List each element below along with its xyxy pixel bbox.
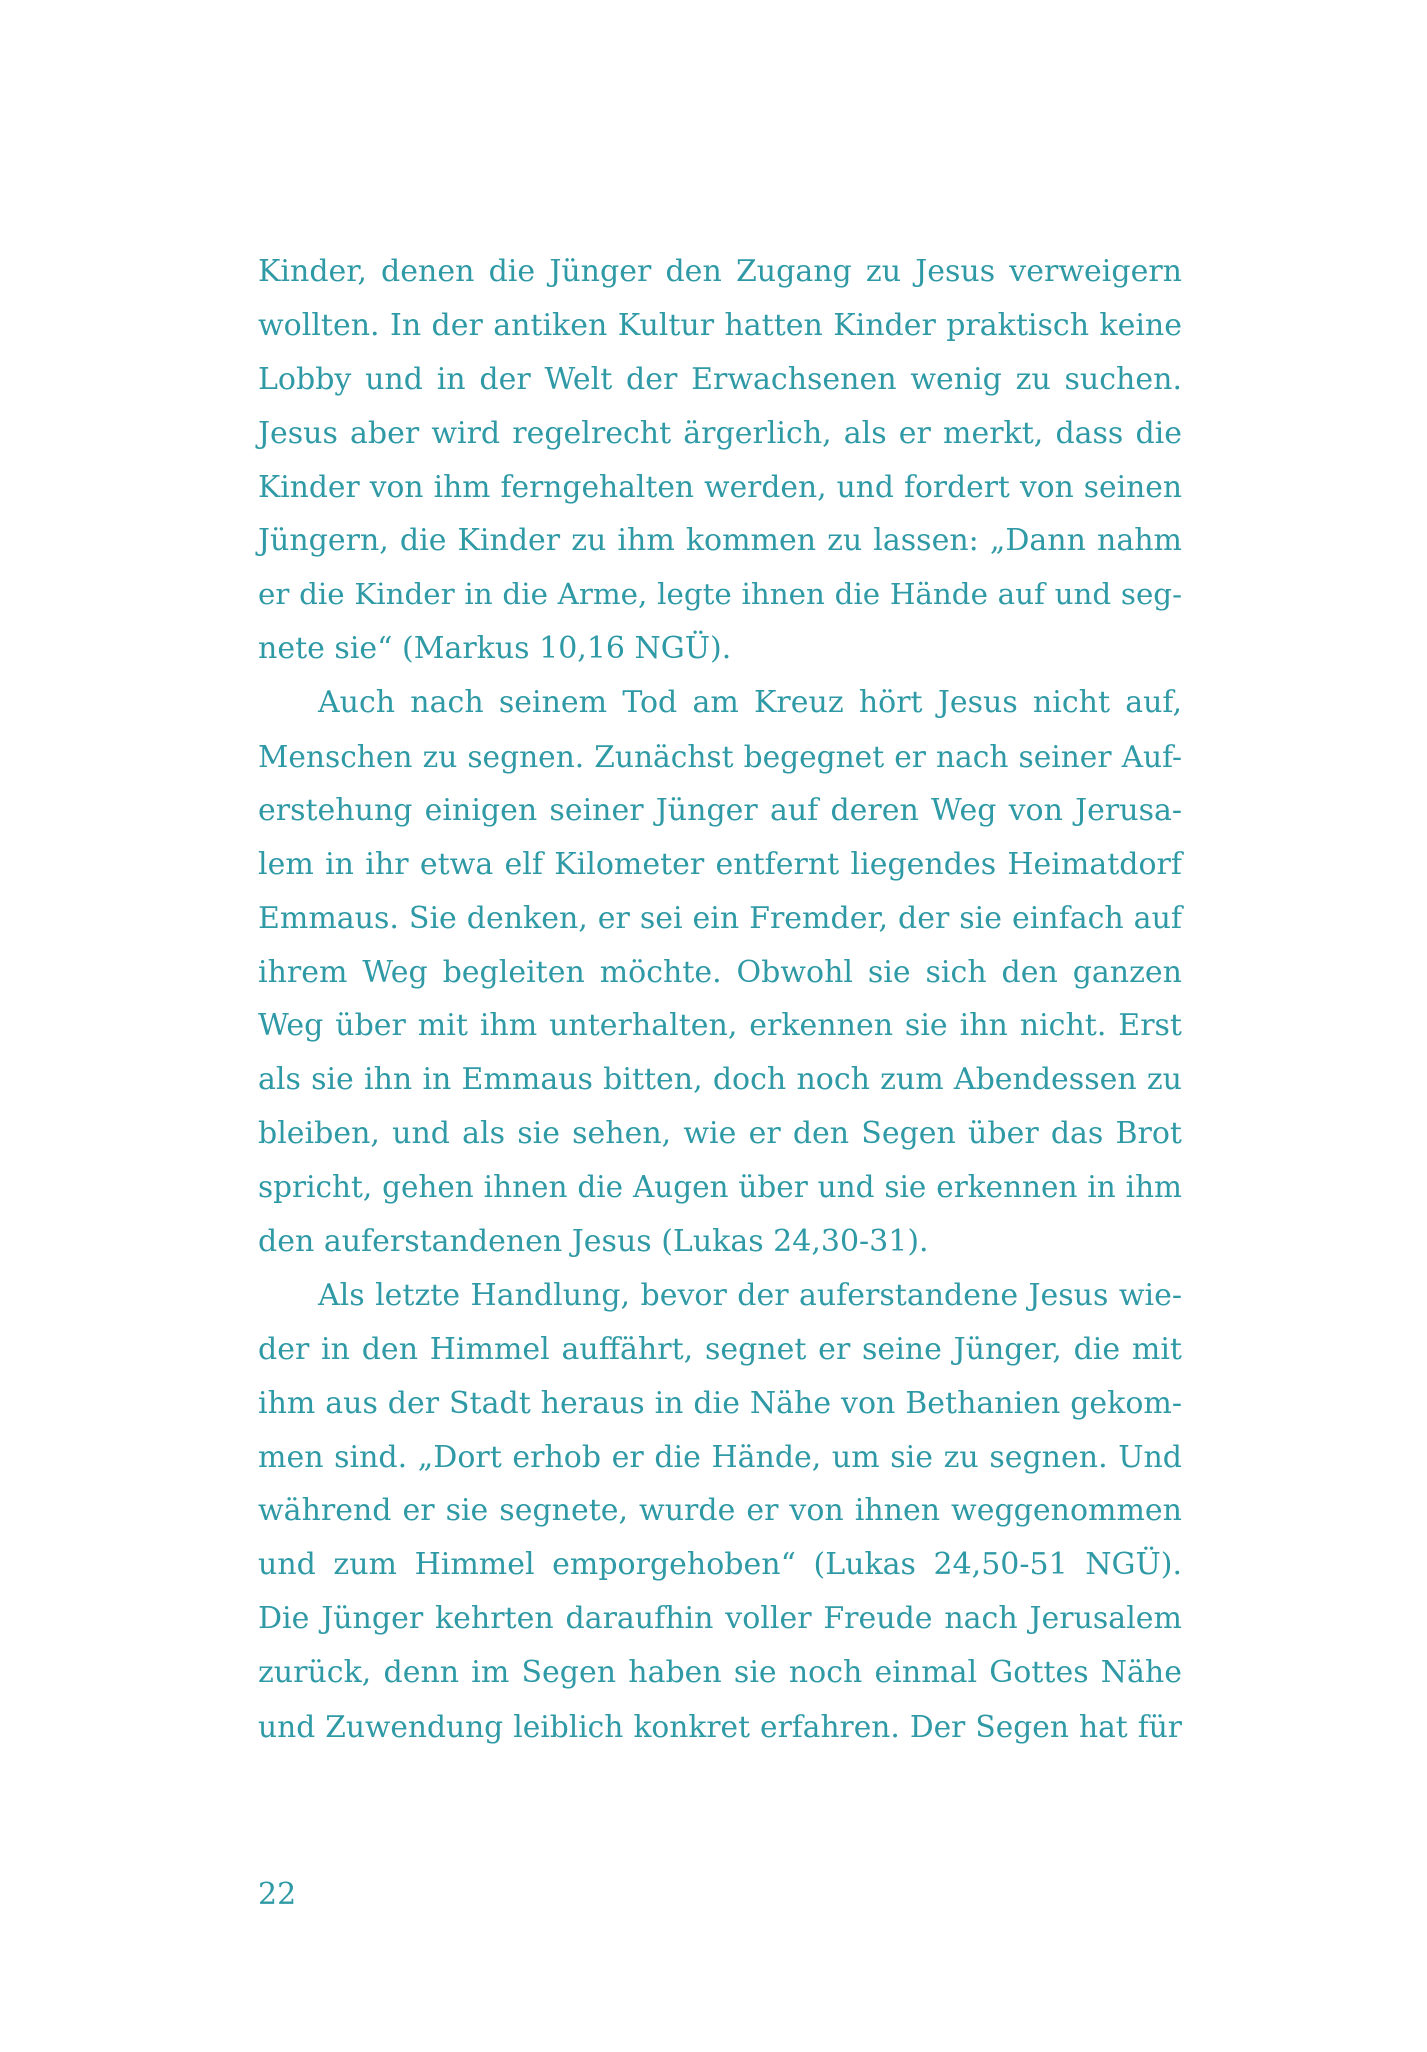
text-line: spricht, gehen ihnen die Augen über und sie erkennen in ihm <box>258 1170 1182 1205</box>
text-line: lem in ihr etwa elf Kilometer entfernt liegendes Heimatdorf <box>258 846 1182 882</box>
text-line: Kinder von ihm ferngehalten werden, und fordert von seinen <box>258 469 1182 505</box>
text-line: bleiben, und als sie sehen, wie er den Segen über das Brot <box>258 1116 1182 1152</box>
text-line: Kinder, denen die Jünger den Zugang zu Jesus verweigern <box>258 254 1182 289</box>
text-line: Jesus aber wird regelrecht ärgerlich, als er merkt, dass die <box>258 415 1182 451</box>
text-line: erstehung einigen seiner Jünger auf deren Weg von Jerusa- <box>258 792 1182 828</box>
body-text <box>258 245 1182 1754</box>
text-line: Die Jünger kehrten daraufhin voller Freude nach Jerusalem <box>258 1601 1182 1637</box>
text-line: zurück, denn im Segen haben sie noch einmal Gottes Nähe <box>258 1655 1182 1691</box>
text-line: der in den Himmel auffährt, segnet er seine Jünger, die mit <box>258 1331 1182 1367</box>
text-line: Weg über mit ihm unterhalten, erkennen sie ihn nicht. Erst <box>258 1008 1182 1044</box>
page-number: 22 <box>258 1877 297 1912</box>
text-line: er die Kinder in die Arme, legte ihnen die Hände auf und seg- <box>258 577 1182 612</box>
text-line: ihrem Weg begleiten möchte. Obwohl sie sich den ganzen <box>258 954 1182 990</box>
text-line: den auferstandenen Jesus (Lukas 24,30-31). <box>258 1224 929 1260</box>
text-line: Als letzte Handlung, bevor der auferstandene Jesus wie- <box>318 1277 1182 1313</box>
text-line: Lobby und in der Welt der Erwachsenen wenig zu suchen. <box>258 361 1182 397</box>
text-line: Menschen zu segnen. Zunächst begegnet er nach seiner Auf- <box>258 739 1182 775</box>
text-line: Emmaus. Sie denken, er sei ein Fremder, der sie einfach auf <box>258 900 1182 936</box>
text-line: und Zuwendung leiblich konkret erfahren. Der Segen hat für <box>258 1709 1182 1745</box>
text-line: nete sie“ (Markus 10,16 NGÜ). <box>258 631 732 667</box>
text-line: als sie ihn in Emmaus bitten, doch noch zum Abendessen zu <box>258 1062 1182 1098</box>
text-line: während er sie segnete, wurde er von ihnen weggenommen <box>258 1493 1182 1529</box>
text-line: wollten. In der antiken Kultur hatten Kinder praktisch keine <box>258 307 1182 343</box>
text-line: Jüngern, die Kinder zu ihm kommen zu lassen: „Dann nahm <box>258 523 1182 559</box>
text-line: Auch nach seinem Tod am Kreuz hört Jesus nicht auf, <box>318 685 1182 721</box>
text-line: men sind. „Dort erhob er die Hände, um sie zu segnen. Und <box>258 1439 1182 1475</box>
text-line: ihm aus der Stadt heraus in die Nähe von Bethanien gekom- <box>258 1385 1182 1421</box>
text-line: und zum Himmel emporgehoben“ (Lukas 24,50-51 NGÜ). <box>258 1547 1182 1583</box>
